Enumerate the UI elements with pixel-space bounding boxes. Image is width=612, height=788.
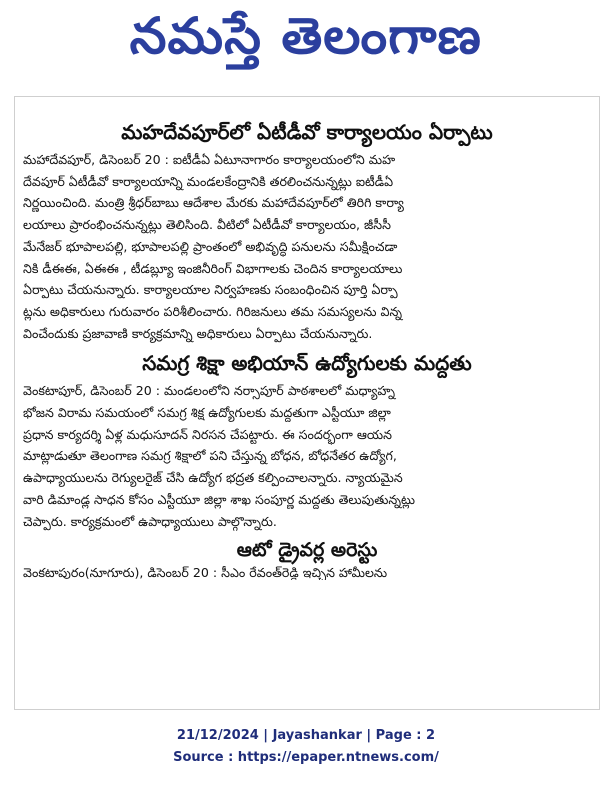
article1-body	[23, 149, 591, 344]
article2-line: భోజన విరామ సమయంలో సమగ్ర శిక్ష ఉద్యోగులకు మద్దతుగా ఎస్టీయూ జిల్లా	[23, 405, 391, 421]
article1-line: ఏర్పాటు చేయనున్నారు. కార్యాలయాల నిర్వహణకు సంబంధించిన పూర్తి ఏర్పా	[23, 282, 398, 298]
article2-body	[23, 380, 591, 532]
article2-line: వెంకటాపూర్‌, డిసెంబర్‌ 20 : మండలంలోని నర్సాపూర్‌ పాఠశాలలో మధ్యాహ్న	[23, 383, 396, 399]
news-clipping	[14, 96, 600, 710]
newspaper-logo: నమస్తే తెలంగాణ	[129, 7, 483, 65]
footer-date-edition: 21/12/2024 | Jayashankar | Page : 2	[176, 728, 436, 743]
masthead	[0, 0, 612, 80]
article1-line: ట్లను అధికారులు గురువారం పరిశీలించారు. గిరిజనులు తమ సమస్యలను విన్న	[23, 303, 403, 319]
article1-line: వించేందుకు ప్రజావాణి కార్యక్రమాన్ని అధికారులు ఏర్పాటు చేయనున్నారు.	[23, 325, 373, 341]
article2-line: వారి డిమాండ్ల సాధన కోసం ఎస్టీయూ జిల్లా శాఖ సంపూర్ణ మద్దతు తెలుపుతున్నట్లు	[23, 491, 416, 507]
article2-line: చెప్పారు. కార్యక్రమంలో ఉపాధ్యాయులు పాల్గొన్నారు.	[23, 513, 277, 529]
footer-source-link: Source : https://epaper.ntnews.com/	[173, 750, 439, 765]
article1-line: లయాలు ప్రారంభించనున్నట్లు తెలిసింది. వీటిలో ఏటీడీవో కార్యాలయం, జీసీసీ	[23, 217, 391, 233]
article3-line: వెంకటాపురం(నూగూరు), డిసెంబర్‌ 20 : సీఎం రేవంత్‌రెడ్డి ఇచ్చిన హామీలను	[23, 566, 388, 581]
article3-headline: ఆటో డ్రైవర్ల అరెస్టు	[236, 539, 378, 562]
article1-line: మేనేజర్‌ భూపాలపల్లి, భూపాలపల్లి ప్రాంతంలో అభివృద్ధి పనులను సమీక్షించడా	[23, 238, 398, 254]
article1-line: నిర్ణయించింది. మంత్రి శ్రీధర్‌బాబు ఆదేశాల మేరకు మహాదేవపూర్‌లో తిరిగి కార్యా	[23, 195, 404, 211]
article1-line: దేవపూర్‌ ఏటీడీవో కార్యాలయాన్ని మండలకేంద్రానికి తరలించనున్నట్లు ఐటీడీఏ	[23, 173, 394, 189]
article1-headline: మహదేవపూర్‌లో ఏటీడీవో కార్యాలయం ఏర్పాటు	[121, 120, 493, 144]
article2-line: ఉపాధ్యాయులను రెగ్యులరైజ్‌ చేసి ఉద్యోగ భద్రత కల్పించాలన్నారు. న్యాయమైన	[23, 470, 403, 486]
article1-line: మహాదేవపూర్‌, డిసెంబర్‌ 20 : ఐటీడీఏ ఏటూనాగారం కార్యాలయంలోని మహ	[23, 152, 396, 167]
article1-line: నికి డీఈఈ, ఏఈఈ , టీడబ్ల్యూ ఇంజినీరింగ్‌ విభాగాలకు చెందిన కార్యాలయాలు	[23, 260, 403, 276]
article2-line: మాట్లాడుతూ తెలంగాణ సమగ్ర శిక్షాలో పని చేస్తున్న బోధన, బోధనేతర ఉద్యోగ,	[23, 448, 397, 464]
article2-headline: సమగ్ర శిక్షా అభియాన్‌ ఉద్యోగులకు మద్దతు	[142, 351, 472, 376]
article3-body	[23, 566, 591, 580]
article2-line: ప్రధాన కార్యదర్శి ఏళ్ల మధుసూదన్‌ నిరసన చేపట్టారు. ఈ సందర్భంగా ఆయన	[23, 426, 392, 442]
